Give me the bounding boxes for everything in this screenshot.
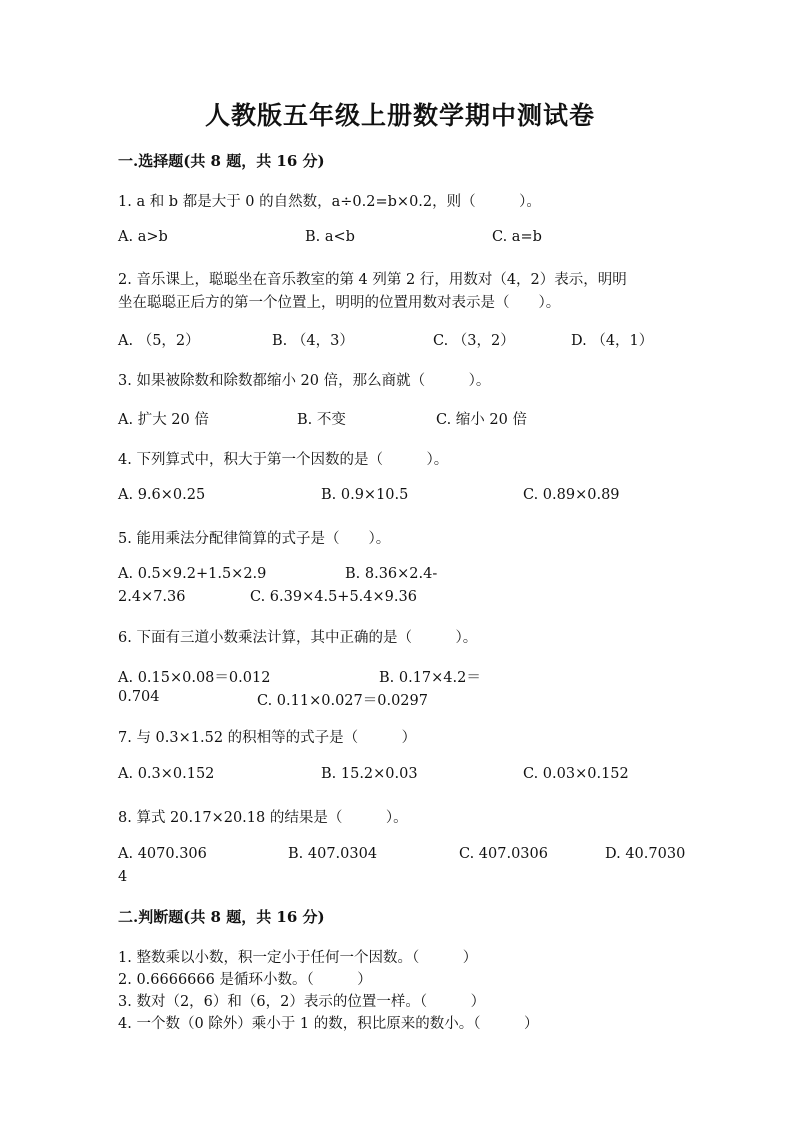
q8-option-d: D. 40.7030 (605, 846, 686, 862)
section-heading-judgement: 二.判断题(共 8 题，共 16 分) (118, 908, 325, 926)
q1-option-b: B. a<b (305, 229, 355, 245)
question-1: 1. a 和 b 都是大于 0 的自然数，a÷0.2=b×0.2，则（ ）。 (118, 194, 541, 210)
q1-option-c: C. a=b (492, 229, 542, 245)
q2-option-b: B. （4，3） (272, 333, 354, 349)
q1-option-a: A. a>b (118, 229, 168, 245)
question-2-line-1: 2. 音乐课上，聪聪坐在音乐教室的第 4 列第 2 行，用数对（4，2）表示，明明 (118, 272, 627, 288)
judgement-item-3: 3. 数对（2，6）和（6，2）表示的位置一样。（ ） (118, 994, 486, 1010)
q3-option-b: B. 不变 (297, 412, 346, 428)
question-4: 4. 下列算式中，积大于第一个因数的是（ ）。 (118, 452, 449, 468)
q4-option-b: B. 0.9×10.5 (321, 487, 409, 503)
q6-option-a: A. 0.15×0.08＝0.012 (118, 670, 271, 686)
q2-option-d: D. （4，1） (571, 333, 654, 349)
q4-option-c: C. 0.89×0.89 (523, 487, 620, 503)
q5-option-b: B. 8.36×2.4- (345, 566, 438, 582)
judgement-item-4: 4. 一个数（0 除外）乘小于 1 的数，积比原来的数小。（ ） (118, 1016, 539, 1032)
q5-option-b-cont: 2.4×7.36 (118, 589, 186, 605)
q2-option-c: C. （3，2） (433, 333, 515, 349)
q2-option-a: A. （5，2） (118, 333, 200, 349)
q5-option-a: A. 0.5×9.2+1.5×2.9 (118, 566, 267, 582)
question-2-line-2: 坐在聪聪正后方的第一个位置上，明明的位置用数对表示是（ ）。 (118, 295, 561, 311)
question-7: 7. 与 0.3×1.52 的积相等的式子是（ ） (118, 730, 417, 746)
q8-option-c: C. 407.0306 (459, 846, 548, 862)
q8-option-a: A. 4070.306 (118, 846, 207, 862)
q3-option-c: C. 缩小 20 倍 (436, 412, 527, 428)
q6-option-b: B. 0.17×4.2＝ (379, 670, 481, 686)
q6-option-b-cont: 0.704 (118, 689, 160, 705)
q7-option-c: C. 0.03×0.152 (523, 766, 629, 782)
judgement-item-1: 1. 整数乘以小数，积一定小于任何一个因数。（ ） (118, 950, 478, 966)
question-6: 6. 下面有三道小数乘法计算，其中正确的是（ ）。 (118, 630, 478, 646)
q7-option-a: A. 0.3×0.152 (118, 766, 215, 782)
question-8: 8. 算式 20.17×20.18 的结果是（ ）。 (118, 810, 408, 826)
q8-option-d-cont: 4 (118, 869, 128, 885)
q5-option-c: C. 6.39×4.5+5.4×9.36 (250, 589, 417, 605)
section-heading-choice: 一.选择题(共 8 题，共 16 分) (118, 152, 325, 170)
question-3: 3. 如果被除数和除数都缩小 20 倍，那么商就（ ）。 (118, 373, 491, 389)
q7-option-b: B. 15.2×0.03 (321, 766, 418, 782)
page-title: 人教版五年级上册数学期中测试卷 (204, 101, 595, 130)
judgement-item-2: 2. 0.6666666 是循环小数。（ ） (118, 972, 372, 988)
q3-option-a: A. 扩大 20 倍 (118, 412, 209, 428)
q6-option-c: C. 0.11×0.027＝0.0297 (257, 693, 428, 709)
q8-option-b: B. 407.0304 (288, 846, 378, 862)
q4-option-a: A. 9.6×0.25 (118, 487, 206, 503)
question-5: 5. 能用乘法分配律简算的式子是（ ）。 (118, 531, 391, 547)
